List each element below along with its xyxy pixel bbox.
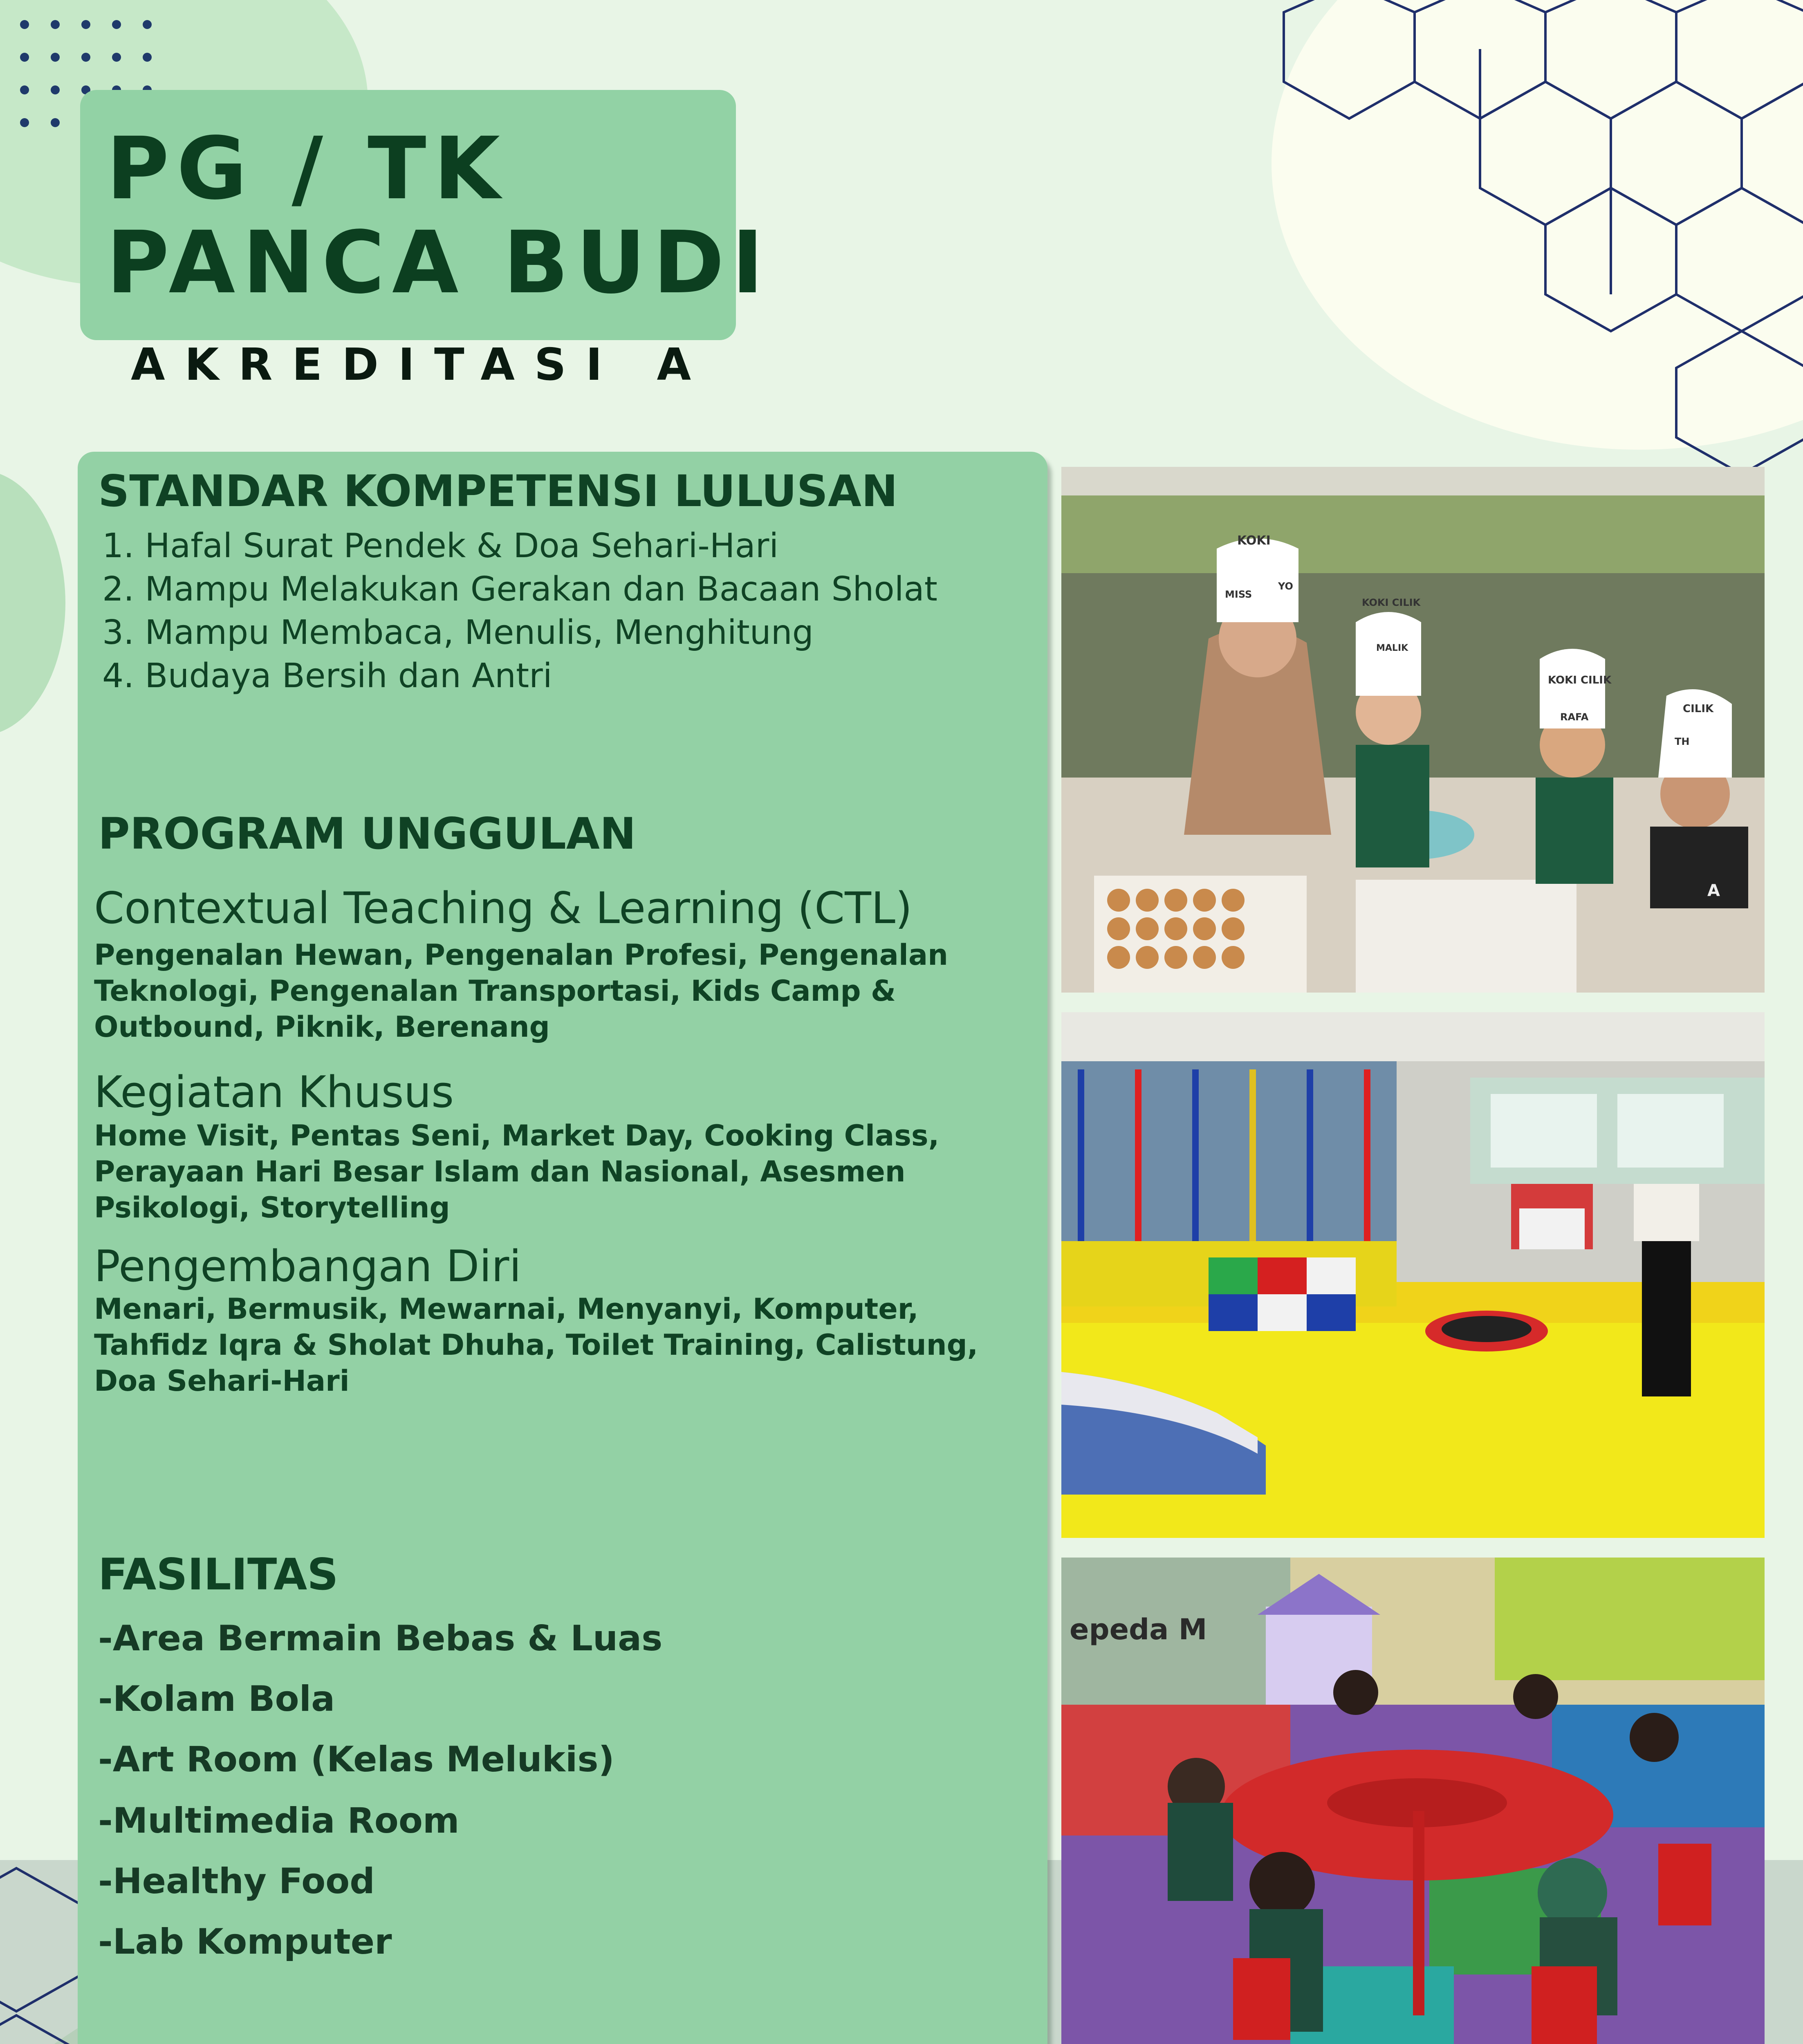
- school-type-title: PG / TK: [106, 119, 508, 219]
- photo1-hat-text: YO: [1278, 580, 1293, 592]
- skl-item: 1. Hafal Surat Pendek & Doa Sehari-Hari: [102, 527, 779, 565]
- photo1-hat-text: MISS: [1225, 589, 1252, 600]
- fasilitas-item: -Art Room (Kelas Melukis): [98, 1739, 614, 1780]
- background-blob-right: [1272, 0, 1803, 450]
- photo1-shirt-text: A: [1707, 881, 1720, 900]
- program-desc-pengembangan: Menari, Bermusik, Mewarnai, Menyanyi, Komputer, Tahfidz Iqra & Sholat Dhuha, Toilet Training, Calistung, Doa Sehari-Hari: [94, 1292, 978, 1398]
- photo-playground: [1061, 1012, 1765, 1538]
- photo1-hat-text: TH: [1675, 736, 1690, 747]
- skl-item: 4. Budaya Bersih dan Antri: [102, 657, 552, 695]
- skl-item: 2. Mampu Melakukan Gerakan dan Bacaan Sholat: [102, 570, 937, 609]
- program-title-ctl: Contextual Teaching & Learning (CTL): [94, 883, 913, 933]
- photo1-hat-text: MALIK: [1376, 643, 1408, 653]
- program-heading: PROGRAM UNGGULAN: [98, 809, 636, 859]
- photo-dining-room: [1061, 1558, 1765, 2044]
- photo1-hat-text: KOKI: [1237, 533, 1271, 548]
- fasilitas-item: -Area Bermain Bebas & Luas: [98, 1618, 663, 1659]
- fasilitas-item: -Kolam Bola: [98, 1679, 335, 1719]
- program-desc-kegiatan: Home Visit, Pentas Seni, Market Day, Cooking Class, Perayaan Hari Besar Islam dan Nasional, Asesmen Psikologi, Storytelling: [94, 1119, 940, 1224]
- skl-heading: STANDAR KOMPETENSI LULUSAN: [98, 466, 898, 516]
- photo1-hat-text: CILIK: [1683, 703, 1714, 715]
- photo3-wall-text: epeda M: [1070, 1613, 1207, 1646]
- fasilitas-item: -Lab Komputer: [98, 1921, 392, 1962]
- background-blob-left: [0, 470, 65, 736]
- program-desc-ctl: Pengenalan Hewan, Pengenalan Profesi, Pengenalan Teknologi, Pengenalan Transportasi, Kids Camp & Outbound, Piknik, Berenang: [94, 938, 948, 1044]
- photo1-hat-text: KOKI CILIK: [1362, 597, 1421, 608]
- program-title-kegiatan: Kegiatan Khusus: [94, 1067, 454, 1117]
- program-title-pengembangan: Pengembangan Diri: [94, 1241, 521, 1291]
- fasilitas-item: -Healthy Food: [98, 1861, 375, 1902]
- photo1-hat-text: RAFA: [1560, 711, 1589, 723]
- photo1-hat-text: KOKI CILIK: [1548, 674, 1612, 686]
- school-name-title: PANCA BUDI: [106, 213, 771, 313]
- accreditation-label: AKREDITASI A: [131, 339, 711, 390]
- photo-cooking-class: [1061, 467, 1765, 993]
- fasilitas-item: -Multimedia Room: [98, 1800, 460, 1841]
- fasilitas-heading: FASILITAS: [98, 1549, 339, 1600]
- skl-item: 3. Mampu Membaca, Menulis, Menghitung: [102, 613, 814, 652]
